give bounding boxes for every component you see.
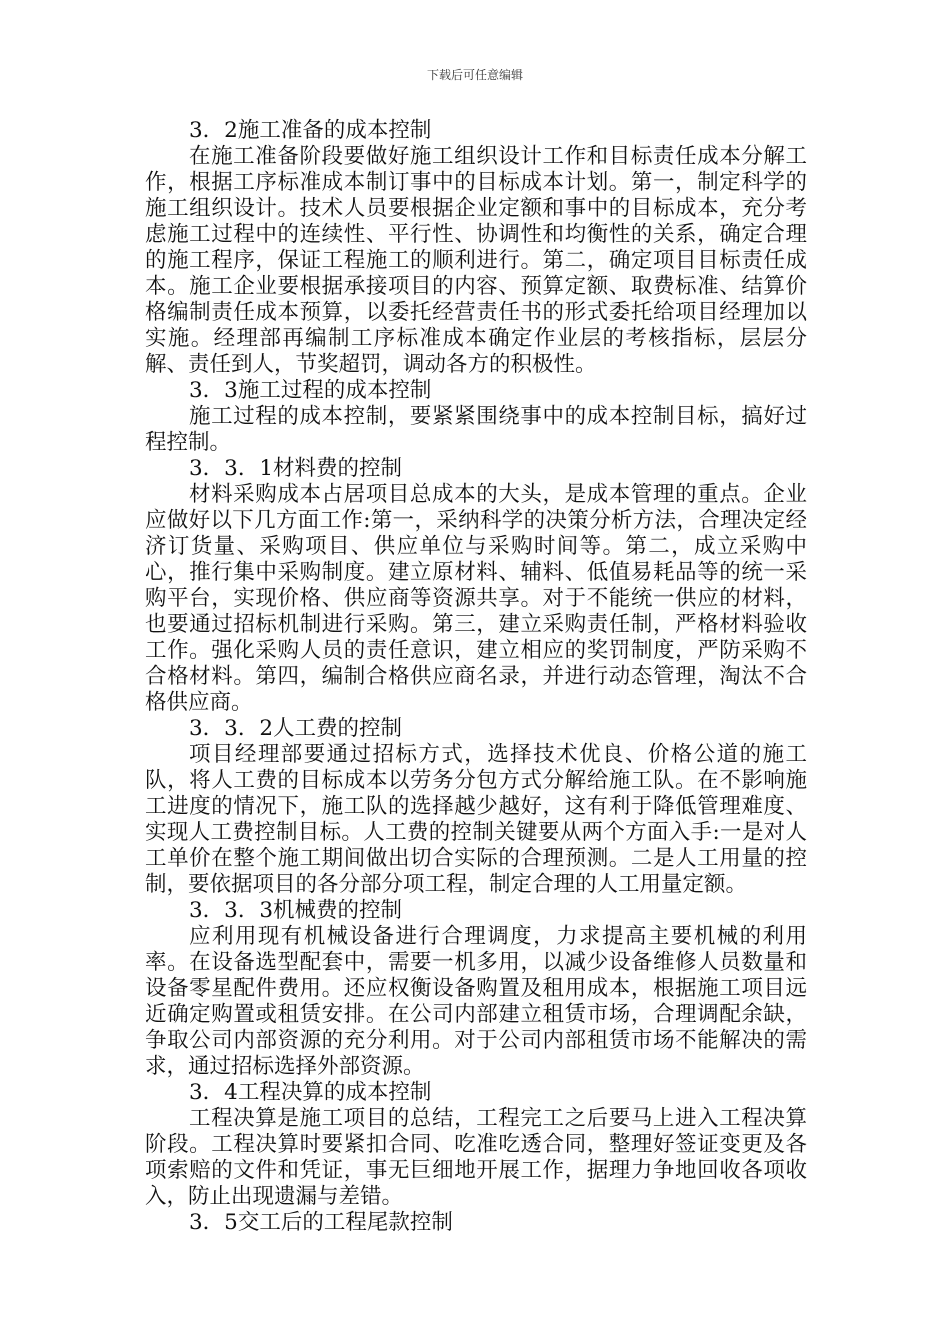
section-heading-3-3: 3．3施工过程的成本控制 (189, 378, 432, 403)
paragraph-construction-process: 施工过程的成本控制，要紧紧围绕事中的成本控制目标，搞好过程控制。 (145, 404, 807, 455)
page-header: 下载后可任意编辑 (426, 68, 523, 82)
section-heading-3-2: 3．2施工准备的成本控制 (189, 118, 432, 143)
paragraph-labor-cost: 项目经理部要通过招标方式，选择技术优良、价格公道的施工队，将人工费的目标成本以劳务分包方式分解给施工队。在不影响施工进度的情况下，施工队的选择越少越好，这有利于降低管理难度、实现人工费控制目标。人工费的控制关键要从两个方面入手:一是对人工单价在整个施工期间做出切合实际的合理预测。二是人工用量的控制，要依据项目的各分部分项工程，制定合理的人工用量定额。 (145, 742, 807, 897)
section-heading-3-5: 3．5交工后的工程尾款控制 (189, 1210, 453, 1235)
section-heading-3-3-2: 3．3．2人工费的控制 (189, 716, 403, 741)
paragraph-material-cost: 材料采购成本占居项目总成本的大头，是成本管理的重点。企业应做好以下几方面工作:第一，采纳科学的决策分析方法，合理决定经济订货量、采购项目、供应单位与采购时间等。第二，成立采购中心，推行集中采购制度。建立原材料、辅料、低值易耗品等的统一采购平台，实现价格、供应商等资源共享。对于不能统一供应的材料，也要通过招标机制进行采购。第三，建立采购责任制，严格材料验收工作。强化采购人员的责任意识，建立相应的奖罚制度，严防采购不合格材料。第四，编制合格供应商名录，并进行动态管理，淘汰不合格供应商。 (145, 482, 807, 715)
section-heading-3-3-1: 3．3．1材料费的控制 (189, 456, 403, 481)
paragraph-machinery-cost: 应利用现有机械设备进行合理调度，力求提高主要机械的利用率。在设备选型配套中，需要一机多用，以减少设备维修人员数量和设备零星配件费用。还应权衡设备购置及租用成本，根据施工项目远近确定购置或租赁安排。在公司内部建立租赁市场，合理调配余缺，争取公司内部资源的充分利用。对于公司内部租赁市场不能解决的需求，通过招标选择外部资源。 (145, 924, 807, 1079)
section-heading-3-3-3: 3．3．3机械费的控制 (189, 898, 403, 923)
document-body (145, 118, 807, 1236)
paragraph-final-accounts: 工程决算是施工项目的总结，工程完工之后要马上进入工程决算阶段。工程决算时要紧扣合同、吃准吃透合同，整理好签证变更及各项索赔的文件和凭证，事无巨细地开展工作，据理力争地回收各项收入，防止出现遗漏与差错。 (145, 1106, 807, 1209)
paragraph-construction-preparation: 在施工准备阶段要做好施工组织设计工作和目标责任成本分解工作，根据工序标准成本制订事中的目标成本计划。第一，制定科学的施工组织设计。技术人员要根据企业定额和事中的目标成本，充分考虑施工过程中的连续性、平行性、协调性和均衡性的关系，确定合理的施工程序，保证工程施工的顺利进行。第二，确定项目目标责任成本。施工企业要根据承接项目的内容、预算定额、取费标准、结算价格编制责任成本预算，以委托经营责任书的形式委托给项目经理加以实施。经理部再编制工序标准成本确定作业层的考核指标，层层分解、责任到人，节奖超罚，调动各方的积极性。 (145, 144, 807, 377)
section-heading-3-4: 3．4工程决算的成本控制 (189, 1080, 432, 1105)
